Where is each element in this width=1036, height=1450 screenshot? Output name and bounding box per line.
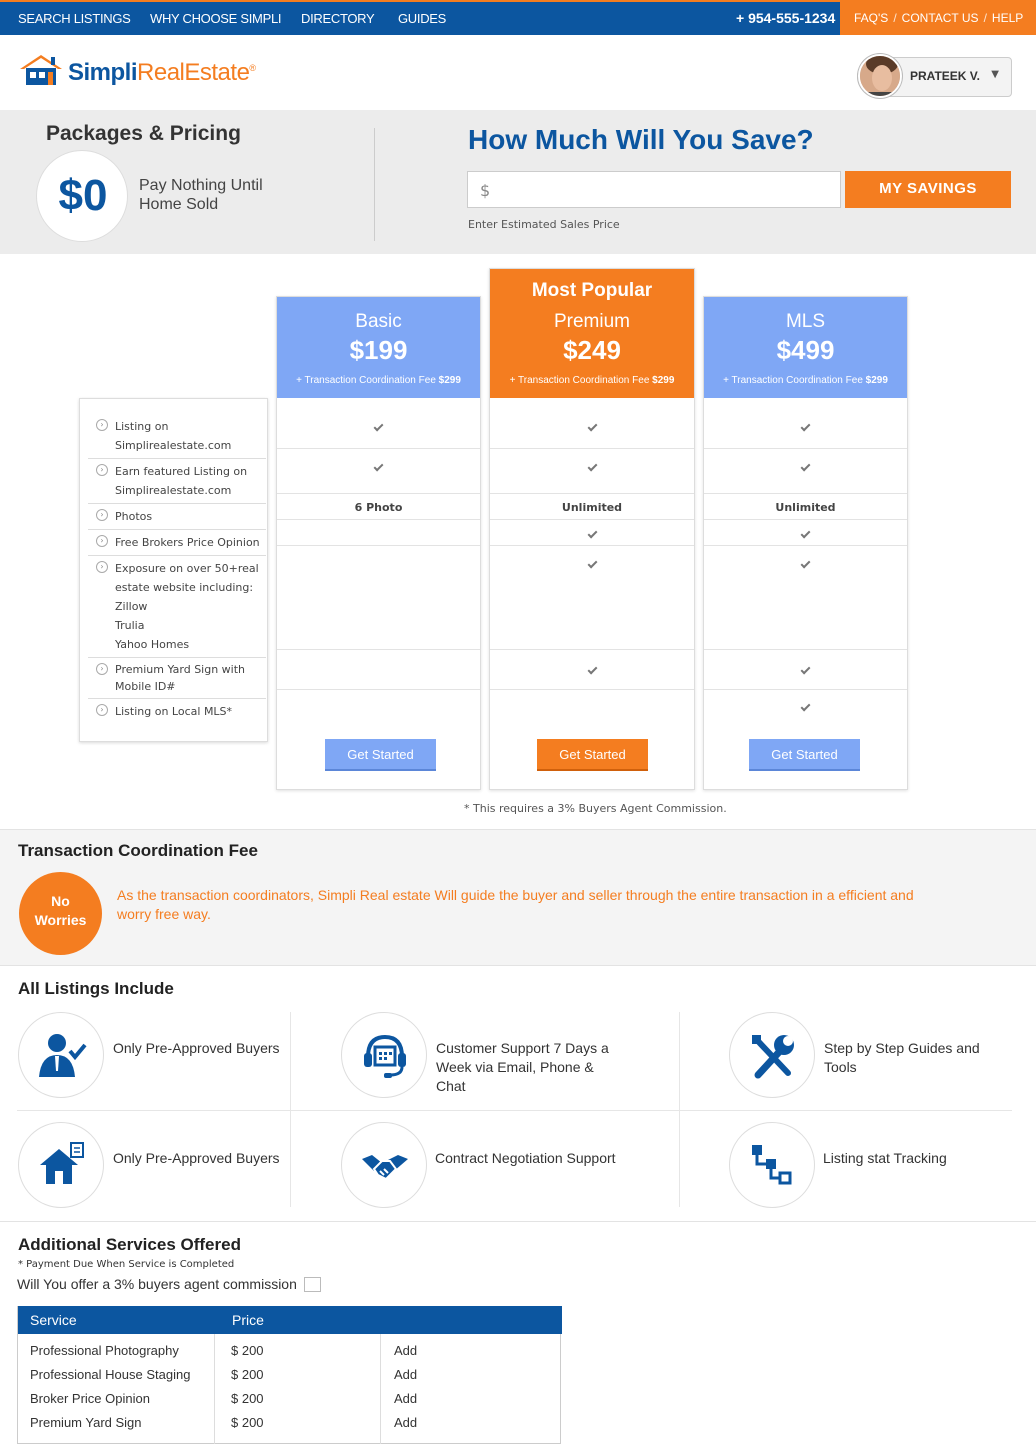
feature-item: › Listing on Local MLS* (88, 699, 266, 725)
packages-title: Packages & Pricing (46, 122, 241, 145)
feature-customer-support (341, 1012, 641, 1112)
check-icon (490, 449, 694, 494)
plan-header (277, 297, 480, 398)
stat-tracking-icon (729, 1122, 815, 1208)
feature-approved-buyers (18, 1012, 318, 1112)
check-icon (490, 520, 694, 546)
header-price: Price (232, 1312, 264, 1328)
check-icon (490, 546, 694, 650)
plan-name: MLS (785, 311, 826, 332)
nav-why-choose-simpli[interactable]: WHY CHOOSE SIMPLI (150, 11, 282, 26)
plan-name: Premium (553, 311, 630, 332)
packages-band (0, 110, 1036, 254)
table-header (18, 1306, 562, 1334)
add-service-link[interactable]: Add (394, 1415, 418, 1430)
check-icon (704, 449, 907, 494)
chevron-right-icon: › (96, 464, 108, 476)
feature-item: › Premium Yard Sign with Mobile ID# (88, 658, 266, 699)
my-savings-button[interactable]: MY SAVINGS (845, 171, 1011, 208)
services-table (17, 1306, 561, 1444)
additional-services-title: Additional Services Offered (18, 1235, 241, 1254)
zero-price-circle (36, 150, 128, 242)
feature-label: Only Pre-Approved Buyers (113, 1150, 280, 1166)
plan-mls (703, 296, 908, 790)
nav-search-listings[interactable]: SEARCH LISTINGS (18, 11, 131, 26)
commission-checkbox[interactable] (304, 1277, 321, 1292)
feature-item: › Exposure on over 50+real estate website including: Zillow Trulia Yahoo Homes (88, 556, 266, 658)
header-service: Service (30, 1312, 77, 1328)
feature-item: › Free Brokers Price Opinion (88, 530, 266, 556)
feature-item: › Photos (88, 504, 266, 530)
chevron-right-icon: › (96, 419, 108, 431)
feature-label: Step by Step Guides and Tools (824, 1040, 980, 1075)
sales-price-input[interactable]: $ (467, 171, 841, 208)
house-icon (18, 1122, 104, 1208)
plan-cell-empty (277, 650, 480, 690)
check-icon (704, 690, 907, 720)
avatar (858, 54, 902, 98)
add-service-link[interactable]: Add (394, 1391, 418, 1406)
plan-photos: Unlimited (490, 494, 694, 520)
table-row: Professional Photography $ 200 Add (30, 1343, 418, 1358)
plan-photos: Unlimited (704, 494, 907, 520)
site-header (0, 35, 1036, 110)
zero-price: $0 (58, 171, 108, 220)
nav-help[interactable]: HELP (991, 11, 1024, 25)
feature-list (79, 398, 268, 742)
tools-icon (729, 1012, 815, 1098)
plan-header (704, 297, 907, 398)
house-logo-icon[interactable] (18, 53, 64, 87)
approved-buyer-icon (18, 1012, 104, 1098)
most-popular-badge: Most Popular (531, 280, 653, 301)
feature-stat-tracking (729, 1122, 1029, 1222)
user-name: PRATEEK V. (910, 69, 981, 83)
premium-get-started-button[interactable]: Get Started (537, 739, 648, 771)
commission-footnote: * This requires a 3% Buyers Agent Commission. (464, 802, 727, 815)
chevron-right-icon: › (96, 704, 108, 716)
nav-guides[interactable]: GUIDES (398, 11, 447, 26)
plan-price: $199 (349, 335, 408, 365)
plan-basic (276, 296, 481, 790)
plan-photos: 6 Photo (277, 494, 480, 520)
add-service-link[interactable]: Add (394, 1343, 418, 1358)
phone-number[interactable]: + 954-555-1234 (736, 10, 836, 26)
handshake-icon (341, 1122, 427, 1208)
all-listings-title: All Listings Include (18, 979, 174, 998)
check-icon (277, 398, 480, 449)
chevron-down-icon[interactable]: ▼ (991, 69, 999, 80)
feature-label: Customer Support 7 Days a Week via Email, Phone & Chat (436, 1040, 609, 1094)
tcf-title: Transaction Coordination Fee (18, 841, 258, 860)
chevron-right-icon: › (96, 663, 108, 675)
chevron-right-icon: › (96, 535, 108, 547)
plan-cell-empty (277, 546, 480, 650)
mls-get-started-button[interactable]: Get Started (749, 739, 860, 771)
savings-title: How Much Will You Save? (468, 124, 814, 155)
plan-fee: + Transaction Coordination Fee $299 (723, 375, 888, 386)
sales-price-hint: Enter Estimated Sales Price (468, 218, 620, 231)
no-worries-badge: No Worries (19, 872, 102, 955)
check-icon (490, 650, 694, 690)
check-icon (704, 520, 907, 546)
divider (374, 128, 375, 241)
nav-separator: / (983, 11, 987, 25)
nav-separator: / (893, 11, 897, 25)
nav-directory[interactable]: DIRECTORY (301, 11, 375, 26)
check-icon (704, 650, 907, 690)
plan-cell-empty (277, 520, 480, 546)
feature-item: › Earn featured Listing on Simplirealestate.com (88, 459, 266, 504)
transaction-coordination-section (0, 829, 1036, 966)
plan-fee: + Transaction Coordination Fee $299 (509, 375, 675, 386)
user-menu[interactable] (857, 57, 1012, 97)
feature-guides-tools (729, 1012, 1029, 1112)
customer-support-icon (341, 1012, 427, 1098)
table-row: Broker Price Opinion $ 200 Add (30, 1391, 418, 1406)
check-icon (704, 546, 907, 650)
feature-label: Contract Negotiation Support (435, 1150, 616, 1166)
check-icon (704, 398, 907, 449)
check-icon (277, 449, 480, 494)
plan-fee: + Transaction Coordination Fee $299 (296, 375, 461, 386)
tcf-description: As the transaction coordinators, Simpli Real estate Will guide the buyer and seller through the entire transaction in a efficient and worry free way. (117, 887, 914, 922)
feature-approved-buyers-home (18, 1122, 318, 1222)
table-row: Premium Yard Sign $ 200 Add (30, 1415, 418, 1430)
nav-faqs[interactable]: FAQ'S (854, 11, 889, 25)
feature-label: Listing stat Tracking (823, 1150, 947, 1166)
chevron-right-icon: › (96, 509, 108, 521)
plan-price: $249 (563, 335, 621, 365)
basic-get-started-button[interactable]: Get Started (325, 739, 436, 771)
help-links (840, 2, 1036, 35)
feature-item: › Listing on Simplirealestate.com (88, 414, 266, 459)
site-logo[interactable]: SimpliRealEstate® (68, 59, 256, 86)
plan-header (490, 269, 694, 398)
plan-price: $499 (776, 335, 835, 365)
plan-premium (489, 268, 695, 790)
add-service-link[interactable]: Add (394, 1367, 418, 1382)
chevron-right-icon: › (96, 561, 108, 573)
nav-contact-us[interactable]: CONTACT US (901, 11, 979, 25)
commission-question: Will You offer a 3% buyers agent commission (17, 1276, 297, 1292)
check-icon (490, 398, 694, 449)
plan-name: Basic (355, 311, 402, 332)
top-navigation (0, 0, 1036, 35)
feature-contract-negotiation (341, 1122, 641, 1222)
pay-nothing-note: Pay Nothing Until Home Sold (139, 177, 263, 213)
payment-note: * Payment Due When Service is Completed (18, 1259, 235, 1270)
table-row: Professional House Staging $ 200 Add (30, 1367, 418, 1382)
feature-label: Only Pre-Approved Buyers (113, 1040, 280, 1056)
